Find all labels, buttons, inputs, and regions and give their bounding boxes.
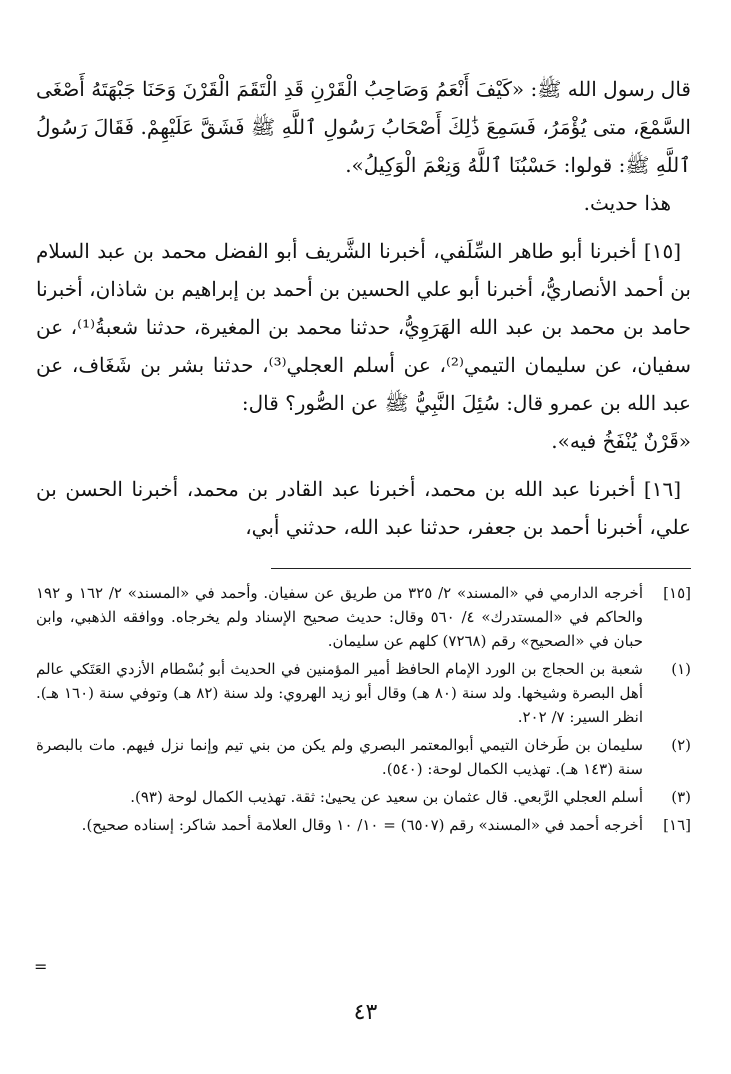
footnote-mark: [١٥]	[663, 584, 691, 602]
footnote-text: سليمان بن طَرخان التيمي أبوالمعتمر البصري ولم يكن من بني تيم وإنما نزل فيهم. مات بالبصرة سنة (١٤٣ هـ). تهذيب الكمال لوحة: (٥٤٠).	[36, 736, 643, 778]
footnote	[36, 813, 691, 837]
footnote-mark: (١)	[671, 660, 691, 678]
footnote-mark: (٣)	[671, 788, 691, 806]
page-number: ٤٣	[353, 1000, 378, 1025]
grading-note: هذا حديث.	[583, 191, 671, 215]
footnote-divider	[271, 568, 691, 569]
footnote-mark: (٢)	[671, 736, 691, 754]
footnote-text: شعبة بن الحجاج بن الورد الإمام الحافظ أمير المؤمنين في الحديث أبو بُسْطام الأزدي العَتَكي عالم أهل البصرة وشيخها. ولد سنة (٨٠ هـ) وقال أبو زيد الهروي: ولد سنة (٨٢ هـ) وتوفي سنة (١٦٠ هـ). انظر السير: ٧/ ٢٠٢.	[36, 660, 643, 726]
footnote	[36, 581, 691, 653]
footnote-text: أخرجه الدارمي في «المسند» ٢/ ٣٢٥ من طريق عن سفيان. وأحمد في «المسند» ٢/ ١٦٢ و ١٩٢ والحاكم في «المستدرك» ٤/ ٥٦٠ وقال: حديث صحيح الإسناد ولم يخرجاه. ووافقه الذهبي، وابن حبان في «الصحيح» رقم (٧٢٦٨) كلهم عن سليمان.	[36, 584, 644, 650]
footnotes	[36, 581, 691, 837]
main-text	[36, 70, 691, 546]
hadith-text: قال رسول الله ﷺ: «كَيْفَ أَنْعَمُ وَصَاحِبُ الْقَرْنِ قَدِ الْتَقَمَ الْقَرْنَ وَحَنَا جَبْهَتَهُ أَصْغَى السَّمْعَ، متى يُؤْمَرُ، فَسَمِعَ ذَٰلِكَ أَصْحَابُ رَسُولِ ٱللَّهِ ﷺ فَشَقَّ عَلَيْهِمْ. فَقَالَ رَسُولُ ٱللَّهِ ﷺ: قولوا: حَسْبُنَا ٱللَّهُ وَنِعْمَ الْوَكِيلُ».	[36, 77, 691, 177]
page-content	[36, 70, 691, 841]
footnote-text: أسلم العجلي الرَّبعي. قال عثمان بن سعيد عن يحيىٰ: ثقة. تهذيب الكمال لوحة (٩٣).	[130, 788, 643, 806]
footnote	[36, 657, 691, 729]
footnote-mark: [١٦]	[663, 816, 691, 834]
footnote-text: أخرجه أحمد في «المسند» رقم (٦٥٠٧) = ١٠/ ١٠ وقال العلامة أحمد شاكر: إسناده صحيح).	[81, 816, 643, 834]
footnote	[36, 785, 691, 809]
hadith-15-text: «قَرْنٌ يُنْفَخُ فيه».	[551, 429, 691, 453]
continuation-mark: =	[34, 957, 48, 976]
hadith-15-chain: [١٥] أخبرنا أبو طاهر السِّلَفي، أخبرنا الشَّريف أبو الفضل محمد بن عبد السلام بن أحمد الأنصاريُّ، أخبرنا أبو علي الحسين بن أحمد بن إبراهيم بن شاذان، أخبرنا حامد بن محمد بن عبد الله الهَرَوِيُّ، حدثنا محمد بن المغيرة، حدثنا شعبةُ⁽¹⁾، عن سفيان، عن سليمان التيمي⁽²⁾، عن أسلم العجلي⁽³⁾، حدثنا بشر بن شَغَاف، عن عبد الله بن عمرو قال: سُئِلَ النَّبِيُّ ﷺ عن الصُّور؟ قال:	[36, 239, 692, 415]
footnote	[36, 733, 691, 781]
hadith-16-chain: [١٦] أخبرنا عبد الله بن محمد، أخبرنا عبد القادر بن محمد، أخبرنا الحسن بن علي، أخبرنا أحمد بن جعفر، حدثنا عبد الله، حدثني أبي،	[36, 477, 691, 539]
